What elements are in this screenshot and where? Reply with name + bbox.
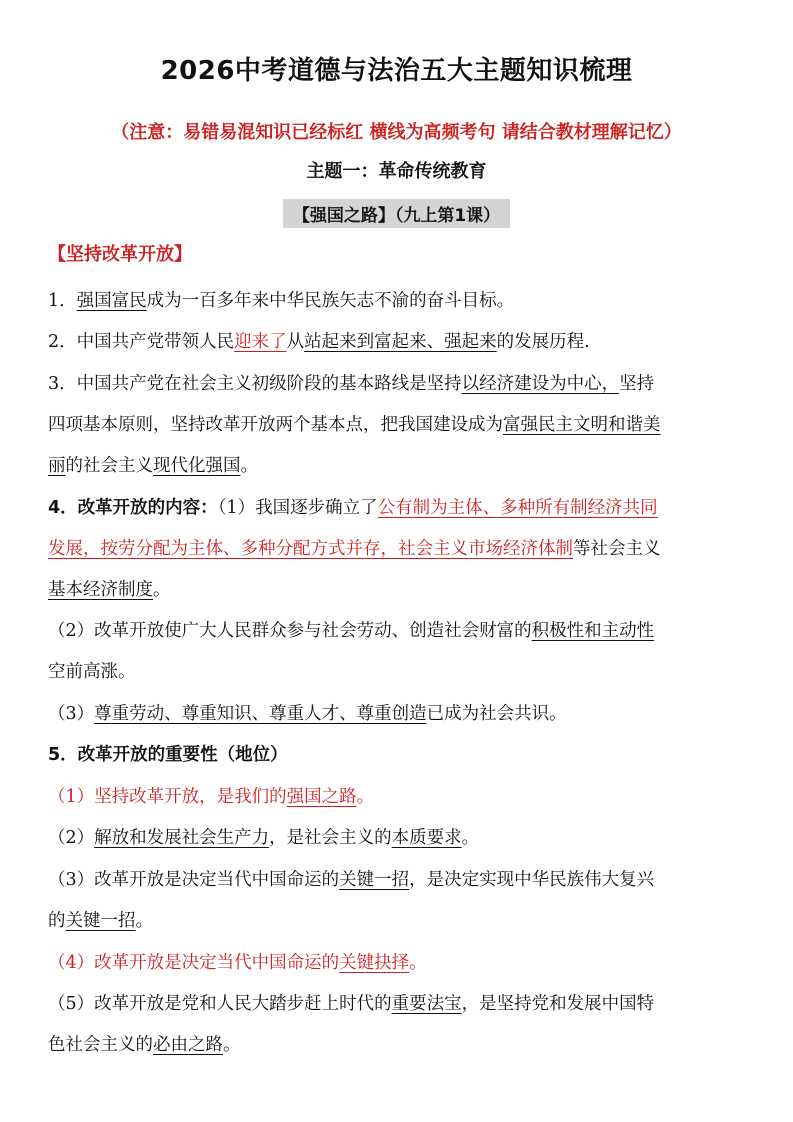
- item-3-line-3: [48, 452, 748, 477]
- item-5-sub-3-text-a: （3）改革开放是决定当代中国命运的: [48, 870, 340, 890]
- item-5-sub-2-underline-1: 解放和发展社会生产力: [94, 828, 270, 848]
- item-4-line-3: [48, 576, 748, 601]
- item-5-sub-2-text: ，是社会主义的: [269, 828, 392, 848]
- item-3-text-b: 坚持: [619, 374, 655, 394]
- item-5-sub-3: [48, 866, 748, 891]
- item-4-sub-2: [48, 617, 748, 642]
- item-5-sub-2-num: （2）: [48, 828, 95, 848]
- item-3-text-a: 3．中国共产党在社会主义初级阶段的基本路线是坚持: [48, 374, 462, 394]
- item-5-sub-4-text: （4）改革开放是决定当代中国命运的: [48, 953, 340, 973]
- item-4-sub-2-text: （2）改革开放使广大人民群众参与社会劳动、创造社会财富的: [48, 621, 532, 641]
- item-3-text-d: 的社会主义: [65, 456, 153, 476]
- item-4-red-underline-2: 发展，按劳分配为主体、多种分配方式并存，社会主义市场经济体制: [48, 539, 573, 559]
- item-5-sub-5-text-c: 色社会主义的: [48, 1035, 153, 1055]
- item-5-sub-3-text-c: 的: [48, 911, 66, 931]
- item-4-sub-2-underline: 积极性和主动性: [531, 621, 655, 641]
- item-4-sub-3-underline: 尊重劳动、尊重知识、尊重人才、尊重创造: [94, 704, 427, 724]
- lesson-heading: 【强国之路】（九上第1课）: [283, 199, 510, 228]
- item-5-sub-5: [48, 990, 748, 1015]
- item-5-sub-4-underline: 关键抉择: [339, 953, 410, 973]
- section-heading: 【坚持改革开放】: [48, 244, 192, 265]
- item-1-num: 1．: [48, 291, 77, 311]
- item-4-text-b: 等社会主义: [573, 539, 661, 559]
- notice-line: （注意：易错易混知识已经标红 横线为高频考句 请结合教材理解记忆）: [111, 122, 682, 143]
- item-5-sub-2-underline-2: 本质要求: [391, 828, 462, 848]
- page-title: 2026中考道德与法治五大主题知识梳理: [160, 56, 633, 86]
- item-5-heading: 5．改革开放的重要性（地位）: [48, 745, 288, 765]
- item-3-line-2: [48, 411, 748, 436]
- item-5-sub-4-end: 。: [409, 953, 427, 973]
- item-1-underline: 强国富民: [76, 291, 147, 311]
- item-5-sub-1-underline: 强国之路: [286, 787, 357, 807]
- item-3-underline-1: 以经济建设为中心，: [461, 374, 620, 394]
- item-3-text-e: 。: [240, 456, 258, 476]
- item-5-sub-5-end: 。: [223, 1035, 241, 1055]
- item-5-sub-2-end: 。: [461, 828, 480, 848]
- item-5-sub-1: [48, 783, 748, 808]
- item-5-sub-2: [48, 824, 748, 849]
- item-3-underline-2: 富强民主文明和谐美: [503, 415, 661, 435]
- item-2-underline: 站起来到富起来、强起来: [304, 332, 497, 352]
- item-5-sub-1-end: 。: [356, 787, 375, 807]
- item-4-sub-3-text: 已成为社会共识。: [426, 704, 567, 724]
- item-4-sub-2-cont: [48, 658, 748, 683]
- item-1-text: 成为一百多年来中华民族矢志不渝的奋斗目标。: [146, 291, 515, 311]
- item-3-underline-3: 丽: [48, 456, 66, 476]
- item-5-sub-3-cont: [48, 907, 748, 932]
- item-5-sub-3-end: 。: [135, 911, 153, 931]
- item-4-red-underline-1: 公有制为主体、多种所有制经济共同: [377, 498, 658, 518]
- item-5-sub-5-cont: [48, 1031, 748, 1056]
- lesson-heading-wrap: [0, 199, 793, 228]
- theme-heading: 主题一：革命传统教育: [306, 161, 487, 182]
- item-5-sub-5-underline: 重要法宝: [391, 994, 462, 1014]
- item-4-underline-1: 基本经济制度: [48, 580, 153, 600]
- item-5-sub-5-underline-2: 必由之路: [153, 1035, 223, 1055]
- item-4-text-a: （1）我国逐步确立了: [217, 498, 378, 518]
- item-2-text-b: 从: [286, 332, 305, 352]
- item-3-underline-4: 现代化强国: [153, 456, 241, 476]
- item-4-heading: 4．改革开放的内容：: [48, 498, 218, 518]
- item-4-text-c: 。: [153, 580, 171, 600]
- item-5-sub-3-underline: 关键一招: [339, 870, 410, 890]
- item-4-sub-2-text-b: 空前高涨。: [48, 662, 136, 682]
- item-5-sub-3-underline-2: 关键一招: [65, 911, 136, 931]
- item-4-sub-3-num: （3）: [48, 704, 95, 724]
- item-5-heading-line: [48, 741, 748, 766]
- item-5-sub-3-text-b: ，是决定实现中华民族伟大复兴: [409, 870, 655, 890]
- item-2-text-c: 的发展历程.: [496, 332, 590, 352]
- item-3-text-c: 四项基本原则，坚持改革开放两个基本点，把我国建设成为: [48, 415, 503, 435]
- item-4-line-2: [48, 535, 748, 560]
- item-5-sub-5-text-b: ，是坚持党和发展中国特: [461, 994, 655, 1014]
- item-5-sub-4: [48, 949, 748, 974]
- item-5-sub-1-text: （1）坚持改革开放，是我们的: [48, 787, 287, 807]
- item-4-sub-3: [48, 700, 748, 725]
- item-2: [48, 328, 748, 353]
- item-2-text-a: 2．中国共产党带领人民: [48, 332, 235, 352]
- item-4-line-1: [48, 494, 748, 519]
- item-5-sub-5-text-a: （5）改革开放是党和人民大踏步赶上时代的: [48, 994, 392, 1014]
- item-1: [48, 287, 748, 312]
- item-3-line-1: [48, 370, 748, 395]
- item-2-red-underline: 迎来了: [234, 332, 287, 352]
